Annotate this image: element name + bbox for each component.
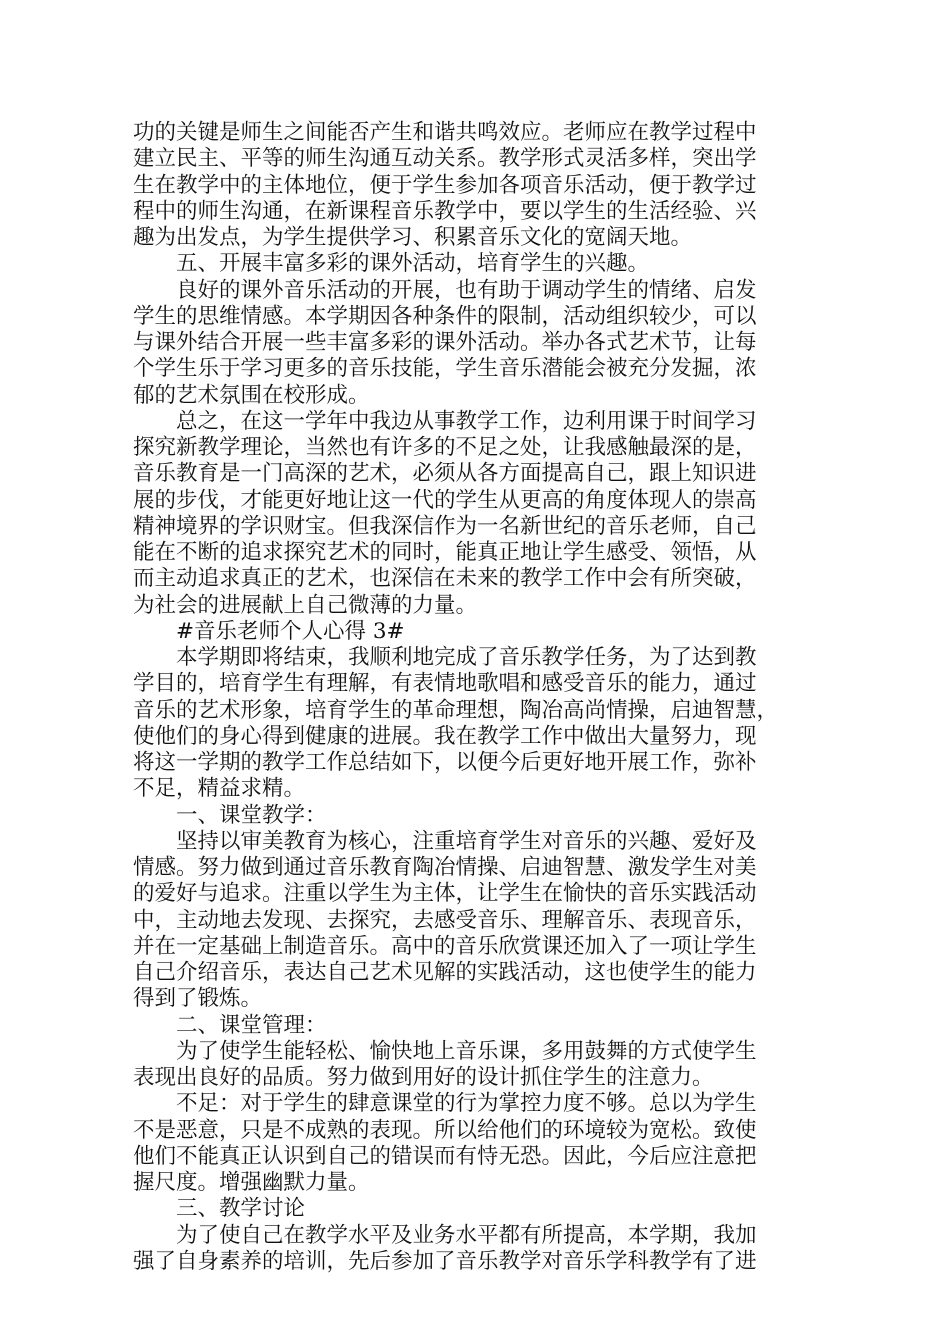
text-line: 表现出良好的品质。努力做到用好的设计抓住学生的注意力。 — [133, 1065, 714, 1090]
text-line: 他们不能真正认识到自己的错误而有恃无恐。因此，今后应注意把 — [133, 1143, 757, 1169]
text-line: 的爱好与追求。注重以学生为主体，让学生在愉快的音乐实践活动 — [133, 881, 757, 907]
text-line: 为了使自己在教学水平及业务水平都有所提高，本学期，我加 — [133, 1222, 757, 1248]
text-line: 而主动追求真正的艺术，也深信在未来的教学工作中会有所突破， — [133, 566, 757, 592]
text-line: 强了自身素养的培训，先后参加了音乐教学对音乐学科教学有了进 — [133, 1248, 757, 1274]
text-line: 与课外结合开展一些丰富多彩的课外活动。举办各式艺术节，让每 — [133, 330, 757, 355]
text-line: 音乐的艺术形象，培育学生的革命理想，陶冶高尚情操，启迪智慧， — [133, 697, 779, 723]
text-line: 不足：对于学生的肆意课堂的行为掌控力度不够。总以为学生 — [133, 1091, 757, 1117]
text-line: 个学生乐于学习更多的音乐技能，学生音乐潜能会被充分发掘，浓 — [133, 356, 757, 382]
text-line: 探究新教学理论，当然也有许多的不足之处，让我感触最深的是， — [133, 435, 757, 460]
text-line: 学目的，培育学生有理解，有表情地歌唱和感受音乐的能力，通过 — [133, 671, 757, 697]
text-line: 握尺度。增强幽默力量。 — [133, 1170, 370, 1195]
text-line: 趣为出发点，为学生提供学习、积累音乐文化的宽阔天地。 — [133, 225, 693, 250]
text-line: 为了使学生能轻松、愉快地上音乐课，多用鼓舞的方式使学生 — [133, 1038, 757, 1064]
text-line: 精神境界的学识财宝。但我深信作为一名新世纪的音乐老师，自己 — [133, 513, 757, 539]
text-line: 郁的艺术氛围在校形成。 — [133, 382, 370, 408]
text-line: 将这一学期的教学工作总结如下，以便今后更好地开展工作，弥补 — [133, 750, 757, 775]
section-heading: 一、课堂教学： — [133, 802, 327, 828]
section-heading: 二、课堂管理： — [133, 1012, 327, 1038]
text-line: 使他们的身心得到健康的进展。我在教学工作中做出大量努力，现 — [133, 723, 757, 749]
text-line: 能在不断的追求探究艺术的同时，能真正地让学生感受、领悟，从 — [133, 540, 757, 565]
text-line: 展的步伐，才能更好地让这一代的学生从更高的角度体现人的崇高 — [133, 487, 757, 513]
text-line: 并在一定基础上制造音乐。高中的音乐欣赏课还加入了一项让学生 — [133, 933, 757, 959]
text-line: 良好的课外音乐活动的开展，也有助于调动学生的情绪、启发 — [133, 277, 757, 303]
section-heading: 三、教学讨论 — [133, 1196, 306, 1222]
document-page — [133, 120, 823, 1275]
text-line: 学生的思维情感。本学期因各种条件的限制，活动组织较少，可以 — [133, 303, 757, 329]
text-line: 坚持以审美教育为核心，注重培育学生对音乐的兴趣、爱好及 — [133, 828, 757, 854]
text-line: 得到了锻炼。 — [133, 986, 263, 1012]
article-heading: #音乐老师个人心得 3# — [133, 618, 405, 644]
text-line: 中，主动地去发现、去探究，去感受音乐、理解音乐、表现音乐， — [133, 907, 757, 933]
text-line: 音乐教育是一门高深的艺术，必须从各方面提高自己，跟上知识进 — [133, 461, 757, 487]
text-line: 不是恶意，只是不成熟的表现。所以给他们的环境较为宽松。致使 — [133, 1117, 757, 1143]
section-heading: 五、开展丰富多彩的课外活动，培育学生的兴趣。 — [133, 251, 650, 277]
text-line: 建立民主、平等的师生沟通互动关系。教学形式灵活多样，突出学 — [133, 146, 757, 172]
text-line: 为社会的进展献上自己微薄的力量。 — [133, 592, 478, 618]
text-line: 情感。努力做到通过音乐教育陶冶情操、启迪智慧、激发学生对美 — [133, 855, 757, 880]
text-line: 程中的师生沟通，在新课程音乐教学中，要以学生的生活经验、兴 — [133, 198, 757, 224]
text-line: 功的关键是师生之间能否产生和谐共鸣效应。老师应在教学过程中 — [133, 120, 757, 145]
text-line: 生在教学中的主体地位，便于学生参加各项音乐活动，便于教学过 — [133, 172, 757, 198]
text-line: 本学期即将结束，我顺利地完成了音乐教学任务，为了达到教 — [133, 645, 757, 670]
text-line: 不足，精益求精。 — [133, 776, 306, 802]
text-line: 自己介绍音乐，表达自己艺术见解的实践活动，这也使学生的能力 — [133, 960, 757, 985]
text-line: 总之，在这一学年中我边从事教学工作，边利用课于时间学习 — [133, 408, 757, 434]
